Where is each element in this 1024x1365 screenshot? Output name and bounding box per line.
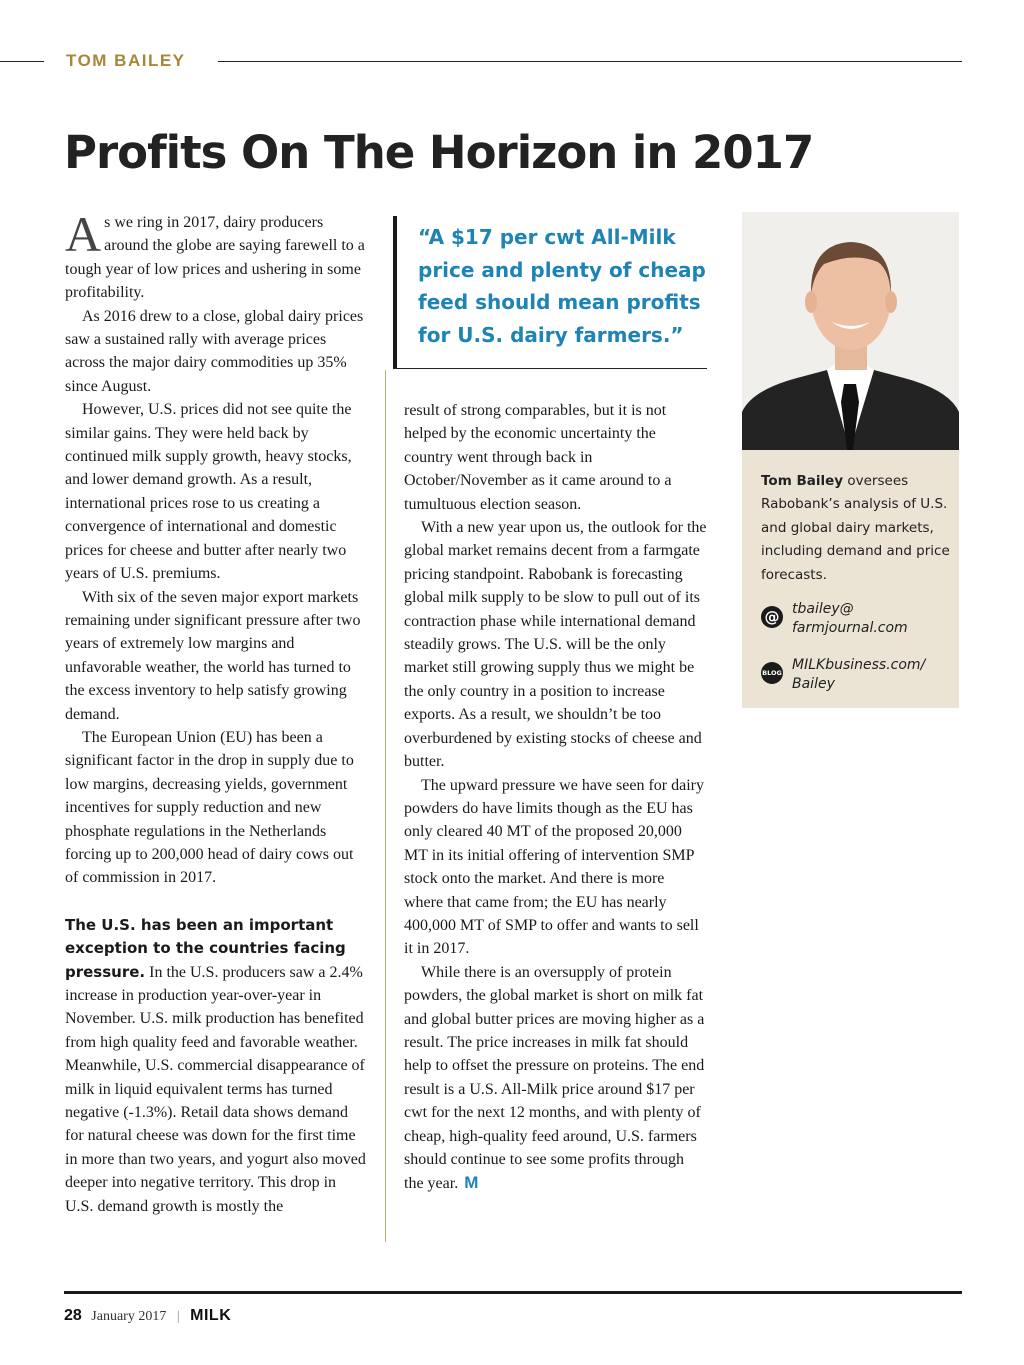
paragraph: However, U.S. prices did not see quite the similar gains. They were held back by continued milk supply growth, heavy stocks, and lower demand growth. As a result, international prices rose to us creating a convergence of international and domestic prices for cheese and butter after nearly two years of U.S. premiums. [65, 401, 352, 583]
footer-separator: | [176, 1309, 180, 1324]
drop-cap: A [65, 206, 102, 262]
paragraph: result of strong comparables, but it is not helped by the economic uncertainty the country went through back in October/November as it came around to a tumultuous election season. [404, 402, 672, 513]
paragraph: While there is an oversupply of protein powders, the global market is short on milk fat and global butter prices are moving higher as a result. The price increases in milk fat should help to offset the pressure on proteins. The end result is a U.S. All-Milk price around $17 per cwt for the next 12 months, and with plenty of cheap, high-quality feed around, U.S. farmers should continue to see some profits through the year. M [404, 963, 705, 1193]
article-column-1 [65, 206, 367, 1218]
issue-date: January 2017 [91, 1309, 167, 1324]
paragraph: As we ring in 2017, dairy producers around the globe are saying farewell to a tough year of low prices and ushering in some profitability. [65, 206, 365, 302]
author-tag: TOM BAILEY [66, 51, 186, 70]
footer-rule [64, 1291, 962, 1294]
header-rule-left [0, 61, 44, 62]
paragraph: The upward pressure we have seen for dairy powders do have limits though as the EU has only cleared 40 MT of the proposed 20,000 MT in its initial offering of intervention SMP stock onto the market. And there is more where that came from; the EU has nearly 400,000 MT of SMP to offer and wants to sell it in 2017. [404, 776, 704, 958]
paragraph: As 2016 drew to a close, global dairy prices saw a sustained rally with average prices across the major dairy commodities up 35% since August. [65, 307, 364, 395]
blog-icon: BLOG [761, 662, 783, 684]
end-mark: M [464, 1173, 479, 1193]
author-bio-box [742, 212, 959, 708]
author-photo [742, 212, 959, 450]
bio-name: Tom Bailey [761, 473, 844, 489]
article-title: Profits On The Horizon in 2017 [64, 126, 814, 179]
paragraph: The European Union (EU) has been a significant factor in the drop in supply due to low margins, decreasing yields, government incentives for supply reduction and new phosphate regulations in the Netherlands forcing up to 200,000 head of dairy cows out of commission in 2017. [65, 728, 354, 887]
blog-line-2: Bailey [792, 676, 835, 692]
blog-line-1: MILKbusiness.com/ [792, 657, 926, 673]
pull-quote: “A $17 per cwt All-Milk price and plenty of cheap feed should mean profits for U.S. dairy farmers.” [418, 225, 706, 347]
paragraph: With six of the seven major export markets remaining under significant pressure after two years of extremely low margins and unfavorable weather, the world has turned to the excess inventory to help satisfy growing demand. [65, 588, 361, 723]
column-divider [385, 370, 386, 1242]
email-line-1: tbailey@ [792, 601, 854, 617]
page-footer [64, 1307, 231, 1325]
subhead-lead: The U.S. has been an important exception to the countries facing pressure. [65, 915, 346, 981]
email-line-2: farmjournal.com [792, 620, 908, 636]
article-column-2 [404, 399, 707, 1196]
pull-quote-bar [393, 216, 397, 369]
author-bio: Tom Bailey oversees Rabobank’s analysis of U.S. and global dairy markets, including demand and price forecasts. [761, 473, 950, 583]
at-sign-icon: @ [761, 606, 783, 628]
pull-quote-rule [393, 368, 707, 369]
header-rule-right [218, 61, 962, 62]
paragraph: With a new year upon us, the outlook for the global market remains decent from a farmgate pricing standpoint. Rabobank is forecasting global milk supply to be slow to pull out of its contraction phase while international demand steadily grows. The U.S. will be the only market still growing supply thus we might be the only country in a position to increase exports. As a result, we shouldn’t be too overburdened by existing stocks of cheese and butter. [404, 519, 707, 771]
paragraph: The U.S. has been an important exception to the countries facing pressure. In the U.S. producers saw a 2.4% increase in production year-over-year in November. U.S. milk production has benefited from high quality feed and favorable weather. Meanwhile, U.S. commercial disappearance of milk in liquid equivalent terms has turned negative (-1.3%). Retail data shows demand for natural cheese was down for the first time in more than two years, and yogurt also moved deeper into negative territory. This drop in U.S. demand growth is mostly the [65, 915, 366, 1215]
magazine-brand: MILK [190, 1307, 232, 1324]
page-number: 28 [64, 1307, 82, 1324]
